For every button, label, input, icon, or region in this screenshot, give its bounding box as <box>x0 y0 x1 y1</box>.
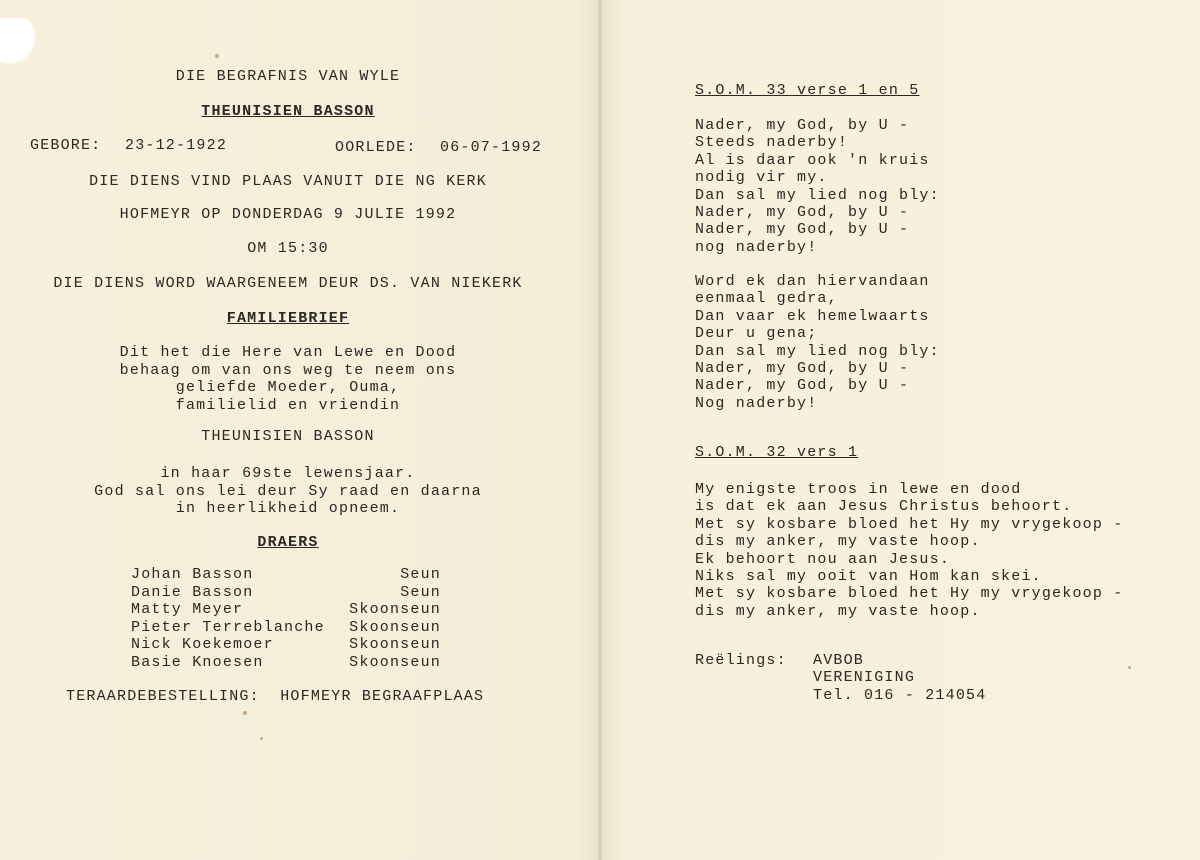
hymn-line: dis my anker, my vaste hoop. <box>695 602 981 620</box>
burial-line: TERAARDEBESTELLING: HOFMEYR BEGRAAFPLAAS <box>66 688 485 705</box>
service-time: OM 15:30 <box>247 240 329 257</box>
hymn-line: Met sy kosbare bloed het Hy my vrygekoop - <box>695 515 1124 533</box>
died-label: OORLEDE: <box>335 139 417 156</box>
arrangements-label: Reëlings: <box>695 652 787 669</box>
family-letter-line: behaag om van ons weg te neem ons <box>119 361 457 379</box>
family-letter-line: familielid en vriendin <box>175 396 401 414</box>
bearer-name: Johan Basson <box>131 566 254 583</box>
bearer-row <box>131 566 441 584</box>
hymn-line: Ek behoort nou aan Jesus. <box>695 550 951 568</box>
bearer-name: Basie Knoesen <box>131 653 264 671</box>
bearer-role: Skoonseun <box>349 636 441 653</box>
hymn-line: nog naderby! <box>695 238 818 256</box>
family-letter-line: geliefde Moeder, Ouma, <box>175 379 401 396</box>
hymn-line: Dan vaar ek hemelwaarts <box>695 307 930 325</box>
hymn-line: Nader, my God, by U - <box>695 360 910 378</box>
hymn1-verse1 <box>695 117 940 256</box>
bearer-row <box>131 619 441 637</box>
hymn-line: Nader, my God, by U - <box>695 221 910 239</box>
hymn-line: is dat ek aan Jesus Christus behoort. <box>695 498 1073 516</box>
right-page <box>603 0 1200 860</box>
hymn-line: Dan sal my lied nog bly: <box>695 342 940 360</box>
bearer-name: Matty Meyer <box>131 601 244 618</box>
closing-line: God sal ons lei deur Sy raad en daarna <box>94 482 482 500</box>
bearer-name: Pieter Terreblanche <box>131 618 325 636</box>
hymn1-verse2 <box>695 273 940 412</box>
bearer-row <box>131 584 441 602</box>
arrangements-line: VERENIGING <box>813 669 916 687</box>
closing-line: in heerlikheid opneem. <box>175 500 401 517</box>
born-date: 23-12-1922 <box>125 137 228 154</box>
hymn-line: Nader, my God, by U - <box>695 117 910 134</box>
hymn-line: Word ek dan hiervandaan <box>695 273 930 290</box>
hymn-line: Steeds naderby! <box>695 134 849 152</box>
bearer-row <box>131 636 441 654</box>
hymn2-title: S.O.M. 32 vers 1 <box>695 444 859 461</box>
hymn-line: nodig vir my. <box>695 169 828 187</box>
hymn-line: Nog naderby! <box>695 394 818 412</box>
bearer-name: Danie Basson <box>131 583 254 601</box>
hymn1-title: S.O.M. 33 verse 1 en 5 <box>695 82 920 99</box>
bearers-title: DRAERS <box>257 534 319 551</box>
born-label: GEBORE: <box>30 137 102 154</box>
family-letter-text <box>0 344 576 414</box>
hymn-line: My enigste troos in lewe en dood <box>695 481 1022 498</box>
bearer-role: Skoonseun <box>349 601 441 618</box>
hymn2-verse <box>695 481 1123 620</box>
bearer-row <box>131 601 441 619</box>
hymn-line: Dan sal my lied nog bly: <box>695 186 940 204</box>
hymn-line: Nader, my God, by U - <box>695 204 910 222</box>
bearer-row <box>131 654 441 672</box>
arrangements-line: AVBOB <box>813 652 865 669</box>
died-date: 06-07-1992 <box>440 139 543 156</box>
bearer-role: Seun <box>400 566 441 583</box>
hymn-line: eenmaal gedra, <box>695 290 838 308</box>
left-page <box>0 0 597 860</box>
family-letter-title: FAMILIEBRIEF <box>226 310 350 327</box>
bearer-name: Nick Koekemoer <box>131 636 274 653</box>
service-location-line: DIE DIENS VIND PLAAS VANUIT DIE NG KERK <box>89 173 487 190</box>
hymn-line: Al is daar ook 'n kruis <box>695 151 930 169</box>
bearer-role: Seun <box>400 583 441 601</box>
officiant-line: DIE DIENS WORD WAARGENEEM DEUR DS. VAN NIEKERK <box>53 275 523 292</box>
hymn-line: Deur u gena; <box>695 325 818 343</box>
hymn-line: Met sy kosbare bloed het Hy my vrygekoop - <box>695 585 1124 603</box>
arrangements-line: Tel. 016 - 214054 <box>813 686 987 704</box>
hymn-line: dis my anker, my vaste hoop. <box>695 533 981 551</box>
deceased-name-repeat: THEUNISIEN BASSON <box>201 428 375 445</box>
bearers-list <box>131 566 441 671</box>
hymn-line: Nader, my God, by U - <box>695 377 910 395</box>
family-letter-line: Dit het die Here van Lewe en Dood <box>119 344 457 361</box>
hymn-line: Niks sal my ooit van Hom kan skei. <box>695 568 1042 586</box>
closing-text <box>0 465 576 518</box>
arrangements-details <box>813 652 986 704</box>
closing-line: in haar 69ste lewensjaar. <box>160 465 416 482</box>
bearer-role: Skoonseun <box>349 653 441 671</box>
bearer-role: Skoonseun <box>349 618 441 636</box>
service-date-line: HOFMEYR OP DONDERDAG 9 JULIE 1992 <box>119 206 457 223</box>
program-header: DIE BEGRAFNIS VAN WYLE <box>175 68 401 85</box>
deceased-name-title: THEUNISIEN BASSON <box>201 103 375 120</box>
